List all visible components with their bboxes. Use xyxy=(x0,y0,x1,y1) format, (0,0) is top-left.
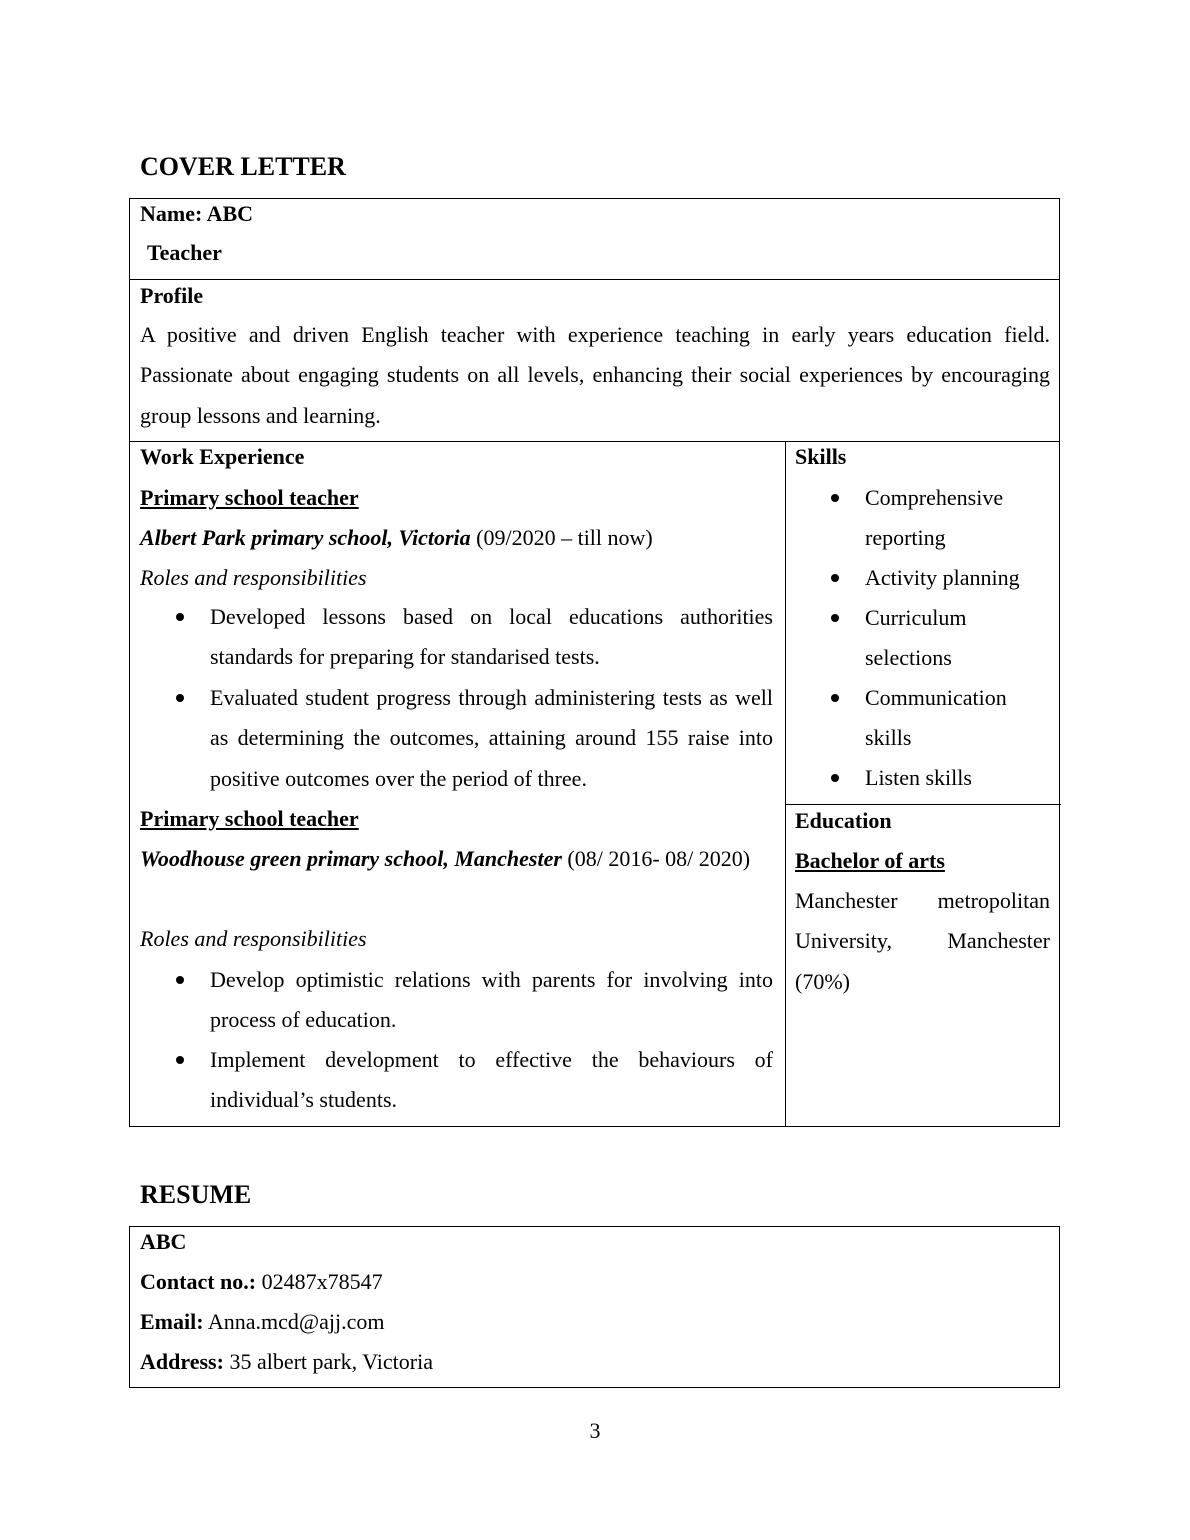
email-line xyxy=(140,1302,385,1342)
page-number: 3 xyxy=(589,1418,601,1443)
address-value: 35 albert park, Victoria xyxy=(223,1349,433,1374)
bullet-icon xyxy=(831,494,839,502)
resume-table xyxy=(129,1226,1060,1388)
cover-letter-heading: COVER LETTER xyxy=(140,152,346,181)
contact-line xyxy=(140,1262,383,1302)
skills-label: Skills xyxy=(795,444,847,469)
job-2-role: Primary school teacher xyxy=(140,806,359,831)
profile-label: Profile xyxy=(140,283,204,308)
contact-label: Contact no.: xyxy=(140,1269,257,1294)
job-2-period: (08/ 2016- 08/ 2020) xyxy=(561,846,751,871)
name-label: Name: ABC xyxy=(140,201,254,226)
resume-heading: RESUME xyxy=(140,1180,252,1209)
email-label: Email: xyxy=(140,1309,204,1334)
skill-item: Activity planning xyxy=(865,565,1020,590)
job-2-employer: Woodhouse green primary school, Manchester xyxy=(140,846,562,871)
job-1-bullet-1: Developed lessons based on local educations authorities standards for preparing for standarised tests. xyxy=(210,604,773,670)
bullet-icon xyxy=(831,774,839,782)
bullet-icon xyxy=(176,1056,184,1064)
contact-value: 02487x78547 xyxy=(256,1269,383,1294)
email-value: Anna.mcd@ajj.com xyxy=(203,1309,385,1334)
job-2-bullet-2: Implement development to effective the behaviours of individual’s students. xyxy=(210,1047,773,1113)
job-1-responsibilities-label: Roles and responsibilities xyxy=(140,565,367,590)
job-2-employer-line xyxy=(140,839,773,879)
job-1-employer: Albert Park primary school, Victoria xyxy=(140,525,471,550)
job-1-role: Primary school teacher xyxy=(140,485,359,510)
job-title: Teacher xyxy=(147,240,222,265)
column-divider xyxy=(785,441,786,1127)
skill-item: Listen skills xyxy=(865,765,972,790)
education-institution: Manchester metropolitan University, Manchester (70%) xyxy=(795,888,1050,994)
bullet-icon xyxy=(176,976,184,984)
profile-text: A positive and driven English teacher with experience teaching in early years education field. Passionate about engaging students on all levels, enhancing their social experiences by encouraging group lessons and learning. xyxy=(140,322,1050,428)
skill-item: Communication skills xyxy=(865,685,1007,751)
address-label: Address: xyxy=(140,1349,224,1374)
bullet-icon xyxy=(831,574,839,582)
bullet-icon xyxy=(176,694,184,702)
work-experience-label: Work Experience xyxy=(140,444,305,469)
bullet-icon xyxy=(831,694,839,702)
education-degree: Bachelor of arts xyxy=(795,848,945,873)
job-1-employer-line xyxy=(140,518,653,558)
job-2-responsibilities-label: Roles and responsibilities xyxy=(140,926,367,951)
bullet-icon xyxy=(176,613,184,621)
row-divider xyxy=(130,279,1059,280)
skill-item: Comprehensive reporting xyxy=(865,485,1004,551)
cover-letter-table xyxy=(129,198,1060,1127)
job-2-bullet-1: Develop optimistic relations with parents for involving into process of education. xyxy=(210,967,773,1033)
job-1-bullet-2: Evaluated student progress through administering tests as well as determining the outcomes, attaining around 155 raise into positive outcomes over the period of three. xyxy=(210,685,773,791)
skill-item: Curriculum selections xyxy=(865,605,967,671)
bullet-icon xyxy=(831,614,839,622)
resume-name: ABC xyxy=(140,1229,187,1254)
job-1-period: (09/2020 – till now) xyxy=(470,525,653,550)
education-label: Education xyxy=(795,808,892,833)
address-line xyxy=(140,1342,433,1382)
